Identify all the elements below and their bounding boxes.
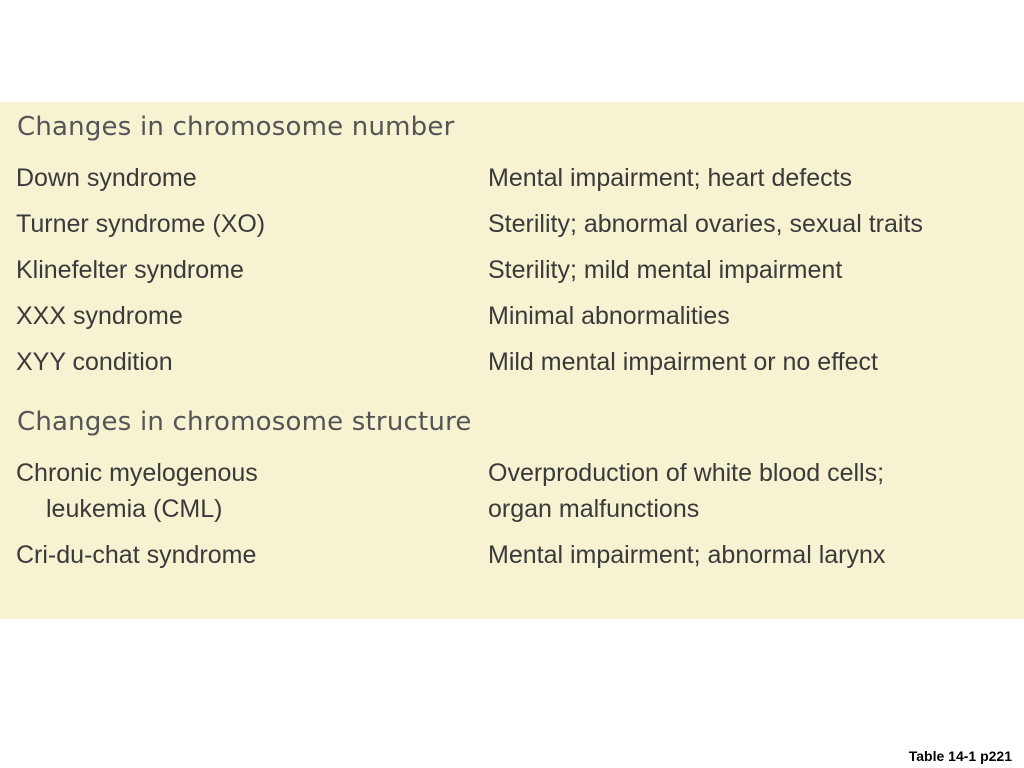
section-heading-structure: Changes in chromosome structure: [17, 407, 472, 437]
section-heading-number: Changes in chromosome number: [17, 112, 455, 142]
condition-cell: XXX syndrome: [16, 302, 183, 330]
condition-cell: Turner syndrome (XO): [16, 210, 266, 238]
condition-cell: Cri-du-chat syndrome: [16, 541, 257, 569]
effect-cell: Minimal abnormalities: [488, 302, 730, 330]
table-panel: [0, 102, 1024, 619]
effect-cell: Mental impairment; abnormal larynx: [488, 541, 886, 569]
condition-cell: Down syndrome: [16, 164, 197, 192]
effect-cell-line2: organ malfunctions: [488, 495, 700, 523]
condition-cell: XYY condition: [16, 348, 173, 376]
condition-cell-line2: leukemia (CML): [46, 495, 223, 523]
effect-cell: Sterility; mild mental impairment: [488, 256, 843, 284]
effect-cell: Mental impairment; heart defects: [488, 164, 853, 192]
effect-cell-line1: Overproduction of white blood cells;: [488, 459, 885, 487]
effect-cell: Mild mental impairment or no effect: [488, 348, 878, 376]
condition-cell-line1: Chronic myelogenous: [16, 459, 258, 487]
table-caption: Table 14-1 p221: [908, 748, 1012, 764]
condition-cell: Klinefelter syndrome: [16, 256, 244, 284]
effect-cell: Sterility; abnormal ovaries, sexual traits: [488, 210, 923, 238]
